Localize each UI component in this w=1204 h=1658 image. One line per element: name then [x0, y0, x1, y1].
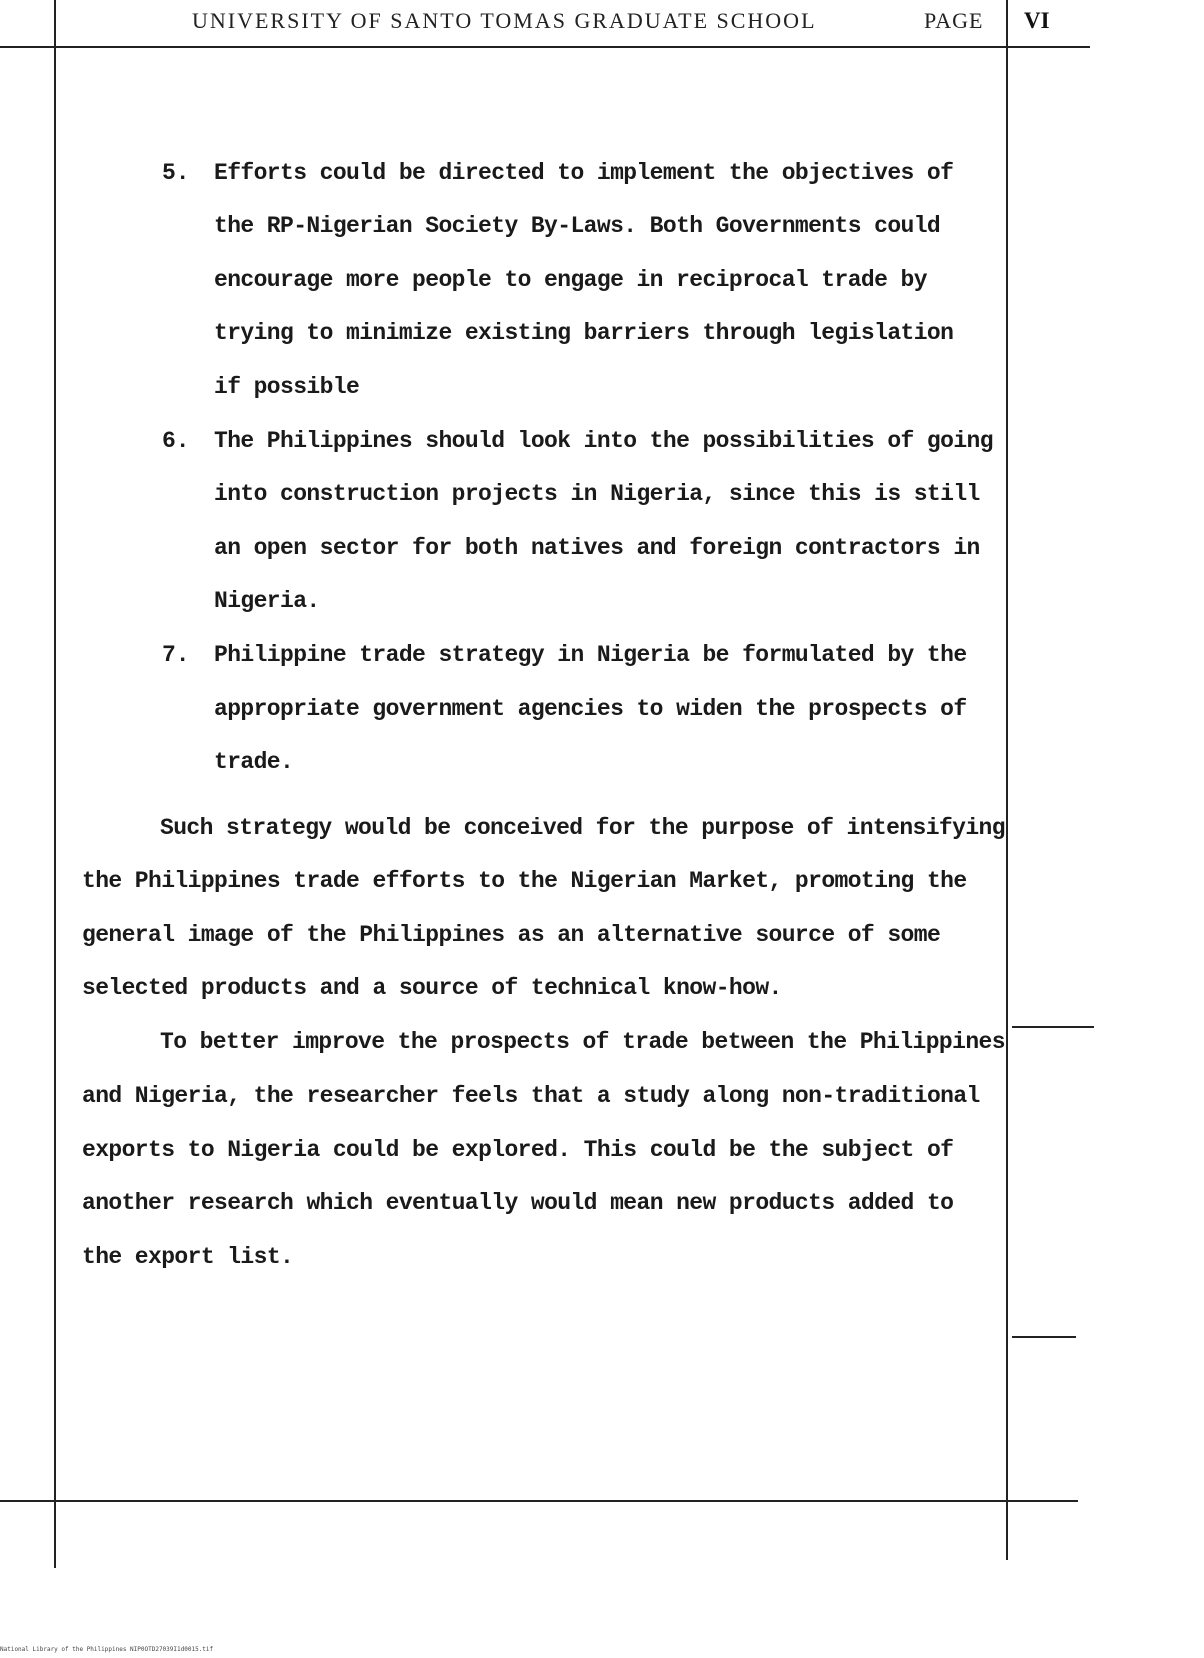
list-item-line: the RP-Nigerian Society By-Laws. Both Governments could: [214, 213, 941, 239]
paragraph-line: general image of the Philippines as an alternative source of some: [82, 922, 941, 948]
list-item-line: The Philippines should look into the possibilities of going: [214, 428, 993, 454]
paragraph-line: another research which eventually would mean new products added to: [82, 1190, 954, 1216]
paragraph-line: Such strategy would be conceived for the purpose of intensifying: [160, 815, 1005, 841]
paragraph-line: selected products and a source of technical know-how.: [82, 975, 782, 1001]
list-item-number: 7.: [162, 642, 190, 668]
page-label: PAGE: [924, 8, 984, 33]
margin-tick-lower: [1012, 1336, 1076, 1338]
list-item-line: encourage more people to engage in reciprocal trade by: [214, 267, 927, 293]
page-header-title: UNIVERSITY OF SANTO TOMAS GRADUATE SCHOOL: [192, 8, 817, 33]
list-item-line: into construction projects in Nigeria, since this is still: [214, 481, 980, 507]
list-item-number: 5.: [162, 160, 190, 186]
list-item-line: Philippine trade strategy in Nigeria be formulated by the: [214, 642, 967, 668]
list-item-line: if possible: [214, 374, 360, 400]
header-rule: [0, 46, 1090, 48]
page-number: VI: [1024, 8, 1050, 33]
list-item-line: an open sector for both natives and foreign contractors in: [214, 535, 980, 561]
paragraph-line: and Nigeria, the researcher feels that a study along non-traditional: [82, 1083, 980, 1109]
paragraph-line: exports to Nigeria could be explored. This could be the subject of: [82, 1137, 954, 1163]
paragraph-line: the export list.: [82, 1244, 294, 1270]
list-item-line: trade.: [214, 749, 294, 775]
footer-rule: [0, 1500, 1078, 1502]
list-item-line: trying to minimize existing barriers through legislation: [214, 320, 954, 346]
paragraph-line: the Philippines trade efforts to the Nigerian Market, promoting the: [82, 868, 967, 894]
paragraph-line: To better improve the prospects of trade between the Philippines: [160, 1029, 1005, 1055]
scan-source-footer: National Library of the Philippines NIP0OTD27039I1d0015.tif: [0, 1646, 214, 1653]
left-margin-rule: [54, 0, 56, 1568]
list-item-line: Efforts could be directed to implement the objectives of: [214, 160, 954, 186]
list-item-line: appropriate government agencies to widen the prospects of: [214, 696, 967, 722]
list-item-number: 6.: [162, 428, 190, 454]
right-margin-rule: [1006, 0, 1008, 1560]
list-item-line: Nigeria.: [214, 588, 320, 614]
margin-tick-upper: [1012, 1026, 1094, 1028]
